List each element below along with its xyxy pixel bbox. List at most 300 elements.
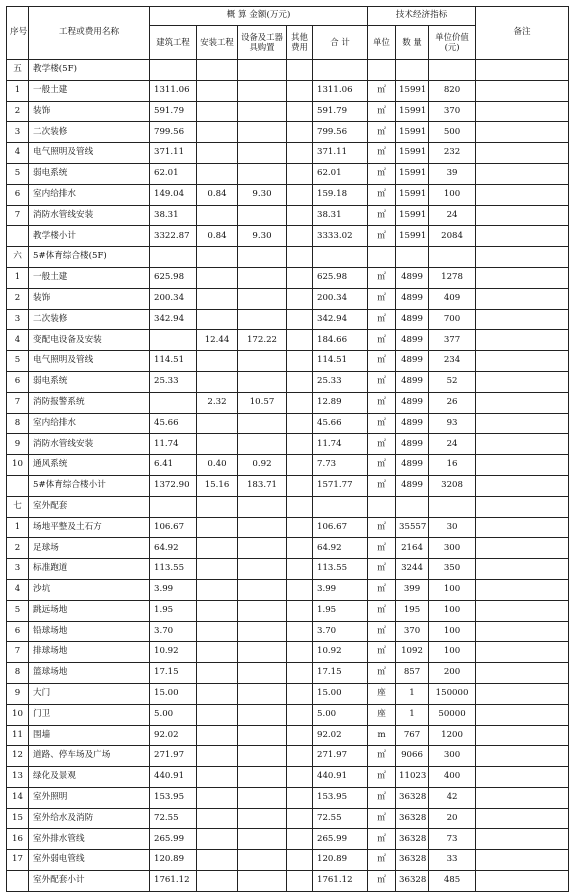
cell-other	[287, 517, 313, 538]
cell-unit: ㎡	[368, 413, 396, 434]
cell-name: 变配电设备及安装	[29, 330, 150, 351]
cell-quantity: 4899	[396, 309, 429, 330]
table-row	[7, 163, 569, 184]
cell-unit: 座	[368, 704, 396, 725]
cell-install	[197, 434, 238, 455]
cell-equipment	[238, 579, 287, 600]
cell-other	[287, 226, 313, 247]
cell-name: 沙坑	[29, 579, 150, 600]
cell-equipment	[238, 205, 287, 226]
cell-other	[287, 663, 313, 684]
cell-equipment	[238, 787, 287, 808]
cell-total: 1.95	[313, 600, 368, 621]
empty-cell	[150, 60, 197, 81]
cell-name: 室外排水管线	[29, 829, 150, 850]
cell-name: 门卫	[29, 704, 150, 725]
cell-construction: 799.56	[150, 122, 197, 143]
cell-seq	[7, 226, 29, 247]
cell-unit-price: 33	[429, 850, 476, 871]
cell-total: 12.89	[313, 392, 368, 413]
cell-install	[197, 579, 238, 600]
cell-total: 15.00	[313, 683, 368, 704]
cell-other	[287, 683, 313, 704]
cell-equipment: 9.30	[238, 226, 287, 247]
cell-note	[476, 80, 569, 101]
cell-note	[476, 455, 569, 476]
cell-quantity: 4899	[396, 413, 429, 434]
table-row	[7, 767, 569, 788]
cell-unit-price: 73	[429, 829, 476, 850]
section-title: 教学楼(5F)	[29, 60, 150, 81]
subtotal-row	[7, 871, 569, 892]
cell-quantity: 3244	[396, 559, 429, 580]
cell-unit-price: 300	[429, 746, 476, 767]
cell-equipment	[238, 871, 287, 892]
cell-seq: 2	[7, 538, 29, 559]
subtotal-row	[7, 475, 569, 496]
cell-unit: ㎡	[368, 850, 396, 871]
cell-unit-price: 26	[429, 392, 476, 413]
cell-unit-price: 234	[429, 351, 476, 372]
cell-other	[287, 371, 313, 392]
cell-construction: 200.34	[150, 288, 197, 309]
cell-seq: 17	[7, 850, 29, 871]
cell-unit: ㎡	[368, 184, 396, 205]
cell-construction: 106.67	[150, 517, 197, 538]
cell-note	[476, 642, 569, 663]
cell-name: 消防报警系统	[29, 392, 150, 413]
cell-note	[476, 621, 569, 642]
cell-install	[197, 663, 238, 684]
cell-seq: 9	[7, 434, 29, 455]
cell-unit-price: 100	[429, 642, 476, 663]
cell-quantity: 15991	[396, 205, 429, 226]
cell-total: 342.94	[313, 309, 368, 330]
cell-name: 弱电系统	[29, 163, 150, 184]
cell-unit-price: 400	[429, 767, 476, 788]
header-total: 合 计	[313, 26, 368, 60]
cell-note	[476, 517, 569, 538]
cell-construction: 1311.06	[150, 80, 197, 101]
cell-note	[476, 808, 569, 829]
cell-unit-price: 93	[429, 413, 476, 434]
cell-seq: 5	[7, 163, 29, 184]
cell-quantity: 35557	[396, 517, 429, 538]
table-row	[7, 600, 569, 621]
cell-note	[476, 871, 569, 892]
table-row	[7, 143, 569, 164]
cell-name: 装饰	[29, 288, 150, 309]
cell-total: 153.95	[313, 787, 368, 808]
cell-install	[197, 642, 238, 663]
cell-other	[287, 122, 313, 143]
cell-unit-price: 820	[429, 80, 476, 101]
cell-other	[287, 829, 313, 850]
table-row	[7, 434, 569, 455]
cell-equipment	[238, 559, 287, 580]
cell-unit-price: 232	[429, 143, 476, 164]
cell-quantity: 4899	[396, 330, 429, 351]
cell-seq: 3	[7, 309, 29, 330]
section-seq: 六	[7, 247, 29, 268]
cell-quantity: 4899	[396, 434, 429, 455]
cell-unit: ㎡	[368, 517, 396, 538]
cell-note	[476, 475, 569, 496]
empty-cell	[476, 247, 569, 268]
cell-unit: ㎡	[368, 434, 396, 455]
cell-unit: ㎡	[368, 371, 396, 392]
cell-quantity: 15991	[396, 184, 429, 205]
empty-cell	[197, 247, 238, 268]
cell-note	[476, 829, 569, 850]
cell-install	[197, 787, 238, 808]
empty-cell	[396, 247, 429, 268]
cell-note	[476, 663, 569, 684]
cell-other	[287, 704, 313, 725]
cell-quantity: 4899	[396, 455, 429, 476]
table-row	[7, 309, 569, 330]
cell-note	[476, 579, 569, 600]
cell-equipment	[238, 267, 287, 288]
cell-seq	[7, 871, 29, 892]
cell-note	[476, 309, 569, 330]
cell-unit: ㎡	[368, 288, 396, 309]
header-quantity: 数 量	[396, 26, 429, 60]
cell-equipment	[238, 309, 287, 330]
cell-unit: ㎡	[368, 663, 396, 684]
cell-construction: 11.74	[150, 434, 197, 455]
cell-note	[476, 226, 569, 247]
cell-seq: 4	[7, 579, 29, 600]
cell-name: 消防水管线安装	[29, 205, 150, 226]
cell-install	[197, 538, 238, 559]
cell-total: 3333.02	[313, 226, 368, 247]
empty-cell	[368, 60, 396, 81]
cell-construction: 3.70	[150, 621, 197, 642]
cell-note	[476, 746, 569, 767]
cell-install: 0.84	[197, 184, 238, 205]
cell-other	[287, 559, 313, 580]
cell-seq: 5	[7, 351, 29, 372]
cell-install	[197, 288, 238, 309]
cell-name: 室内给排水	[29, 413, 150, 434]
table-row	[7, 808, 569, 829]
cell-unit: ㎡	[368, 642, 396, 663]
empty-cell	[287, 60, 313, 81]
cell-note	[476, 288, 569, 309]
cell-total: 45.66	[313, 413, 368, 434]
cell-note	[476, 538, 569, 559]
cell-unit-price: 500	[429, 122, 476, 143]
header-install: 安装工程	[197, 26, 238, 60]
cell-name: 道路、停车场及广场	[29, 746, 150, 767]
cell-quantity: 370	[396, 621, 429, 642]
cell-other	[287, 288, 313, 309]
cell-construction: 45.66	[150, 413, 197, 434]
cell-name: 一般土建	[29, 267, 150, 288]
cell-quantity: 4899	[396, 267, 429, 288]
cell-unit-price: 100	[429, 600, 476, 621]
cell-note	[476, 163, 569, 184]
cell-unit-price: 300	[429, 538, 476, 559]
cell-quantity: 195	[396, 600, 429, 621]
cell-install	[197, 517, 238, 538]
cell-unit: ㎡	[368, 767, 396, 788]
section-row	[7, 247, 569, 268]
cell-note	[476, 850, 569, 871]
empty-cell	[429, 247, 476, 268]
cell-other	[287, 80, 313, 101]
cell-equipment	[238, 288, 287, 309]
cell-unit-price: 39	[429, 163, 476, 184]
cell-name: 室外配套小计	[29, 871, 150, 892]
empty-cell	[287, 247, 313, 268]
cell-construction: 3.99	[150, 579, 197, 600]
cell-unit-price: 50000	[429, 704, 476, 725]
cell-quantity: 15991	[396, 226, 429, 247]
cell-total: 7.73	[313, 455, 368, 476]
table-row	[7, 746, 569, 767]
cell-seq: 6	[7, 621, 29, 642]
cell-note	[476, 767, 569, 788]
cell-unit-price: 350	[429, 559, 476, 580]
cell-equipment	[238, 122, 287, 143]
cell-note	[476, 351, 569, 372]
section-title: 5#体育综合楼(5F)	[29, 247, 150, 268]
table-row	[7, 267, 569, 288]
cell-construction: 1.95	[150, 600, 197, 621]
cell-seq: 1	[7, 267, 29, 288]
cell-total: 1761.12	[313, 871, 368, 892]
cell-quantity: 36328	[396, 829, 429, 850]
empty-cell	[197, 60, 238, 81]
cell-total: 5.00	[313, 704, 368, 725]
cell-seq: 9	[7, 683, 29, 704]
cell-equipment	[238, 663, 287, 684]
table-row	[7, 663, 569, 684]
cell-unit-price: 409	[429, 288, 476, 309]
cell-other	[287, 413, 313, 434]
cell-construction: 440.91	[150, 767, 197, 788]
empty-cell	[150, 496, 197, 517]
cell-note	[476, 371, 569, 392]
cell-note	[476, 413, 569, 434]
cell-seq: 10	[7, 704, 29, 725]
cell-name: 围墙	[29, 725, 150, 746]
cell-unit-price: 1200	[429, 725, 476, 746]
cell-name: 室外弱电管线	[29, 850, 150, 871]
cell-other	[287, 184, 313, 205]
cell-unit: ㎡	[368, 808, 396, 829]
cell-name: 场地平整及土石方	[29, 517, 150, 538]
cell-total: 120.89	[313, 850, 368, 871]
cell-construction: 591.79	[150, 101, 197, 122]
section-title: 室外配套	[29, 496, 150, 517]
cell-unit-price: 52	[429, 371, 476, 392]
cell-seq: 7	[7, 642, 29, 663]
cell-unit: ㎡	[368, 455, 396, 476]
cell-note	[476, 434, 569, 455]
header-equipment: 设备及工器具购置	[238, 26, 287, 60]
cell-quantity: 1092	[396, 642, 429, 663]
estimate-table-container	[6, 6, 568, 892]
cell-note	[476, 122, 569, 143]
cell-equipment	[238, 808, 287, 829]
table-body	[7, 60, 569, 892]
cell-unit: 座	[368, 683, 396, 704]
cell-seq: 2	[7, 288, 29, 309]
cell-unit-price: 1278	[429, 267, 476, 288]
cell-equipment	[238, 725, 287, 746]
cell-unit: ㎡	[368, 787, 396, 808]
cell-equipment	[238, 101, 287, 122]
cell-other	[287, 434, 313, 455]
cell-total: 113.55	[313, 559, 368, 580]
cell-name: 二次装修	[29, 309, 150, 330]
cell-install	[197, 205, 238, 226]
cell-construction: 6.41	[150, 455, 197, 476]
cell-quantity: 15991	[396, 101, 429, 122]
cell-seq: 13	[7, 767, 29, 788]
cell-other	[287, 267, 313, 288]
cell-unit: ㎡	[368, 226, 396, 247]
cell-quantity: 15991	[396, 122, 429, 143]
cell-unit: ㎡	[368, 475, 396, 496]
cell-equipment	[238, 434, 287, 455]
cell-quantity: 15991	[396, 143, 429, 164]
cell-other	[287, 642, 313, 663]
header-tech-group: 技术经济指标	[368, 7, 476, 26]
cell-equipment	[238, 683, 287, 704]
cell-unit: ㎡	[368, 163, 396, 184]
cell-install	[197, 267, 238, 288]
cell-total: 38.31	[313, 205, 368, 226]
cell-total: 625.98	[313, 267, 368, 288]
cell-unit: ㎡	[368, 621, 396, 642]
cell-construction: 3322.87	[150, 226, 197, 247]
cell-other	[287, 871, 313, 892]
cell-unit: ㎡	[368, 351, 396, 372]
cell-install	[197, 143, 238, 164]
cell-equipment	[238, 371, 287, 392]
cell-quantity: 1	[396, 704, 429, 725]
header-name: 工程或费用名称	[29, 7, 150, 60]
cell-construction: 113.55	[150, 559, 197, 580]
header-other: 其他费用	[287, 26, 313, 60]
table-row	[7, 455, 569, 476]
cell-construction: 1761.12	[150, 871, 197, 892]
cell-other	[287, 767, 313, 788]
cell-other	[287, 330, 313, 351]
cell-seq	[7, 475, 29, 496]
cell-unit: ㎡	[368, 143, 396, 164]
cell-unit-price: 377	[429, 330, 476, 351]
cell-equipment	[238, 538, 287, 559]
cell-unit: ㎡	[368, 205, 396, 226]
cell-install	[197, 850, 238, 871]
table-row	[7, 642, 569, 663]
table-row	[7, 517, 569, 538]
empty-cell	[476, 496, 569, 517]
cell-quantity: 15991	[396, 163, 429, 184]
cell-construction: 625.98	[150, 267, 197, 288]
cell-seq: 12	[7, 746, 29, 767]
cell-quantity: 2164	[396, 538, 429, 559]
cell-unit: ㎡	[368, 600, 396, 621]
cell-total: 184.66	[313, 330, 368, 351]
cell-total: 62.01	[313, 163, 368, 184]
cell-seq: 15	[7, 808, 29, 829]
cell-seq: 4	[7, 143, 29, 164]
cell-equipment	[238, 621, 287, 642]
cell-unit-price: 42	[429, 787, 476, 808]
empty-cell	[313, 60, 368, 81]
cell-name: 室外照明	[29, 787, 150, 808]
empty-cell	[429, 496, 476, 517]
cell-other	[287, 579, 313, 600]
table-row	[7, 330, 569, 351]
cell-install	[197, 621, 238, 642]
cell-total: 64.92	[313, 538, 368, 559]
empty-cell	[396, 60, 429, 81]
header-estimate-group: 概 算 金额(万元)	[150, 7, 368, 26]
cell-other	[287, 808, 313, 829]
cell-other	[287, 205, 313, 226]
table-row	[7, 829, 569, 850]
cell-seq: 1	[7, 80, 29, 101]
cell-construction: 92.02	[150, 725, 197, 746]
cell-total: 72.55	[313, 808, 368, 829]
cell-note	[476, 392, 569, 413]
cell-install	[197, 122, 238, 143]
table-row	[7, 122, 569, 143]
cell-quantity: 4899	[396, 475, 429, 496]
cell-name: 标准跑道	[29, 559, 150, 580]
cell-quantity: 4899	[396, 392, 429, 413]
cell-seq: 2	[7, 101, 29, 122]
cell-unit: ㎡	[368, 309, 396, 330]
cell-unit-price: 2084	[429, 226, 476, 247]
cell-unit-price: 100	[429, 579, 476, 600]
cell-equipment	[238, 351, 287, 372]
cell-install	[197, 746, 238, 767]
cell-seq: 11	[7, 725, 29, 746]
cell-install	[197, 163, 238, 184]
cell-unit-price: 150000	[429, 683, 476, 704]
table-header	[7, 7, 569, 60]
empty-cell	[313, 496, 368, 517]
cell-construction: 17.15	[150, 663, 197, 684]
cell-other	[287, 455, 313, 476]
cell-install: 12.44	[197, 330, 238, 351]
table-row	[7, 392, 569, 413]
cell-equipment	[238, 413, 287, 434]
cell-unit-price: 3208	[429, 475, 476, 496]
table-row	[7, 538, 569, 559]
cell-equipment	[238, 517, 287, 538]
cell-total: 200.34	[313, 288, 368, 309]
cell-unit-price: 200	[429, 663, 476, 684]
cell-install	[197, 767, 238, 788]
cell-unit: ㎡	[368, 80, 396, 101]
cell-unit: ㎡	[368, 871, 396, 892]
cell-equipment	[238, 163, 287, 184]
cell-construction: 10.92	[150, 642, 197, 663]
cell-name: 室外给水及消防	[29, 808, 150, 829]
section-seq: 七	[7, 496, 29, 517]
cell-name: 通风系统	[29, 455, 150, 476]
cell-other	[287, 143, 313, 164]
